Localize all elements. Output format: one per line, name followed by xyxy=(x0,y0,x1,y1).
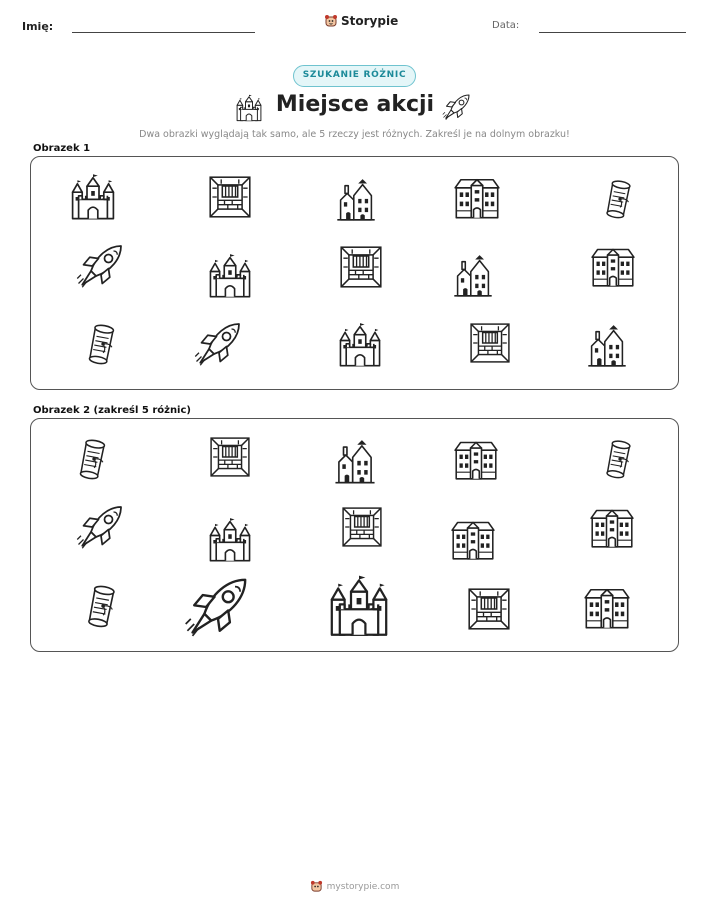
name-line xyxy=(72,32,255,33)
picture2-school-icon xyxy=(584,584,630,630)
picture2-dungeon-cell-icon xyxy=(341,506,383,548)
picture1-castle-icon xyxy=(337,322,383,368)
picture2-dungeon-cell-icon xyxy=(467,587,511,631)
picture2-castle-icon xyxy=(327,574,391,638)
picture1-haunted-house-icon xyxy=(451,254,495,298)
name-label: Imię: xyxy=(22,20,54,33)
picture1-haunted-house-icon xyxy=(585,324,629,368)
picture1-scroll-icon xyxy=(598,178,640,220)
picture1-dungeon-cell-icon xyxy=(339,245,383,289)
picture1-haunted-house-icon xyxy=(334,178,378,222)
footer-site: mystorypie.com xyxy=(326,881,400,892)
picture2-school-icon xyxy=(451,517,495,561)
instructions: Dwa obrazki wyglądają tak samo, ale 5 rzeczy jest różnych. Zakreśl je na dolnym obrazku! xyxy=(139,129,570,140)
date-line xyxy=(539,32,686,33)
picture2-school-icon xyxy=(590,505,634,549)
picture1-rocket-icon xyxy=(76,241,126,291)
picture2-scroll-icon xyxy=(71,437,115,481)
picture1-school-icon xyxy=(454,174,500,220)
picture1-school-icon xyxy=(591,244,635,288)
activity-badge: SZUKANIE RÓŻNIC xyxy=(293,65,416,87)
page-title: Miejsce akcji xyxy=(275,92,435,117)
date-label: Data: xyxy=(492,20,520,31)
picture2-haunted-house-icon xyxy=(332,439,378,485)
picture1-dungeon-cell-icon xyxy=(469,322,511,364)
title-row xyxy=(0,92,709,124)
rocket-icon xyxy=(441,92,473,122)
picture2-dungeon-cell-icon xyxy=(209,436,251,478)
picture2-rocket-icon xyxy=(184,573,252,641)
picture2-rocket-icon xyxy=(76,502,126,552)
picture2-scroll-icon xyxy=(79,583,125,629)
picture1-rocket-icon xyxy=(194,319,244,369)
brand-logo xyxy=(324,14,398,28)
picture1-scroll-icon xyxy=(80,322,124,366)
picture1-dungeon-cell-icon xyxy=(208,175,252,219)
footer xyxy=(0,880,709,893)
picture2-scroll-icon xyxy=(598,438,640,480)
brand-name: Storypie xyxy=(341,14,399,28)
picture1-castle-icon xyxy=(69,173,117,221)
picture2-school-icon xyxy=(454,437,498,481)
castle-icon xyxy=(234,94,264,122)
picture1-label: Obrazek 1 xyxy=(33,143,91,154)
storypie-mascot-icon xyxy=(310,880,323,893)
picture2-castle-icon xyxy=(207,517,253,563)
picture1-castle-icon xyxy=(207,253,253,299)
storypie-mascot-icon xyxy=(324,14,338,28)
picture2-label: Obrazek 2 (zakreśl 5 różnic) xyxy=(33,405,191,416)
